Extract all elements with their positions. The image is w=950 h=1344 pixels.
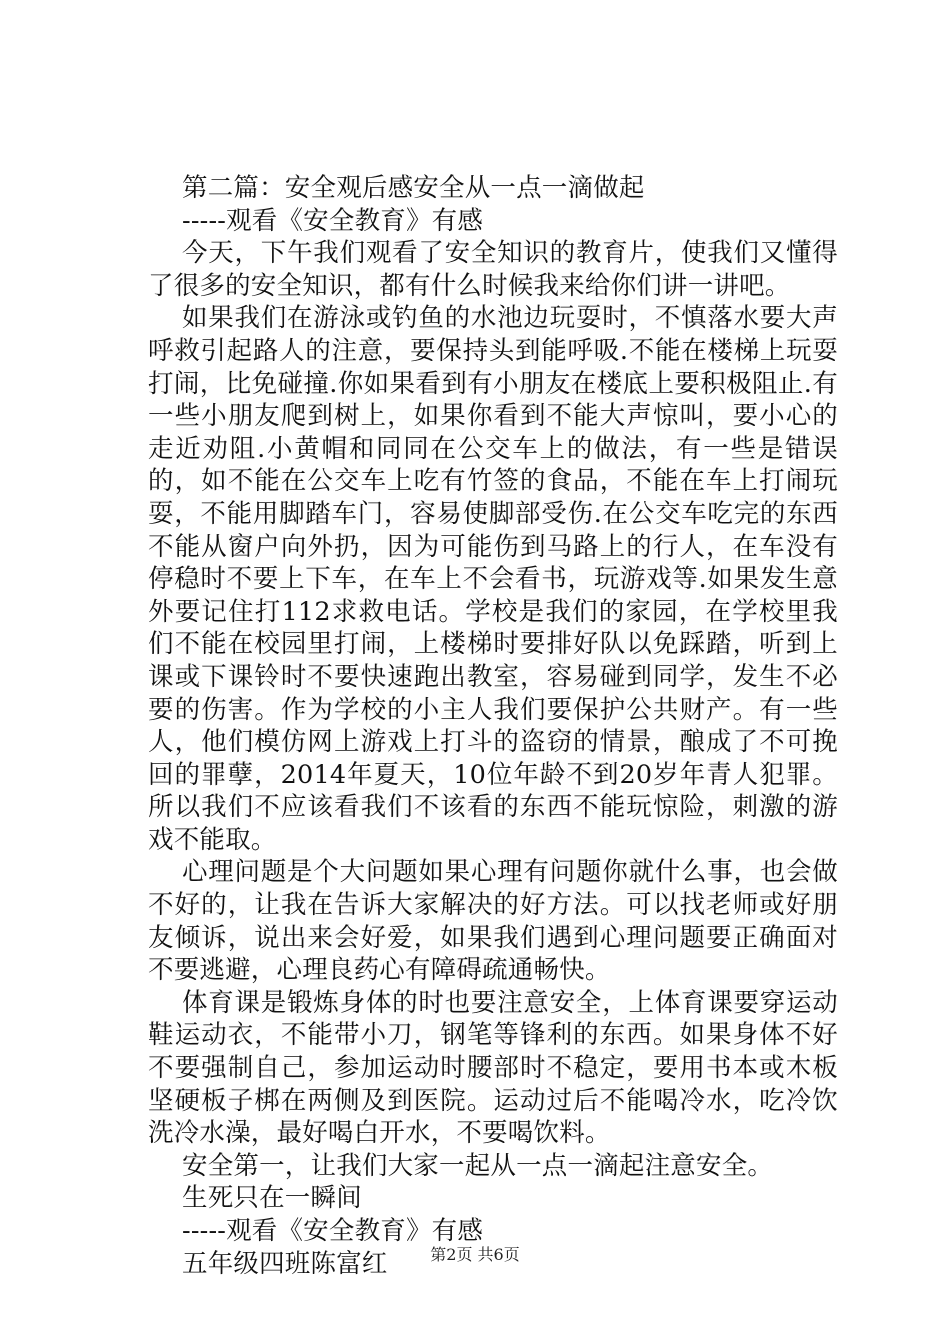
article-subtitle: -----观看《安全教育》有感 — [182, 205, 484, 236]
closing-line: 安全第一，让我们大家一起从一点一滴起注意安全。 — [182, 1150, 774, 1181]
paragraph-intro: 今天，下午我们观看了安全知识的教育片，使我们又懂得了很多的安全知识，都有什么时候我来给你们讲一讲吧。 — [148, 238, 838, 301]
author-line: 五年级四班陈富红 — [182, 1248, 388, 1279]
article-title: 第二篇：安全观后感安全从一点一滴做起 — [182, 173, 645, 203]
paragraph-pe-class: 体育课是锻炼身体的时也要注意安全，上体育课要穿运动鞋运动衣，不能带小刀，钢笔等锋利的东西。如果身体不好不要强制自己，参加运动时腰部时不稳定，要用书本或木板坚硬板子梆在两侧及到医院。运动过后不能喝冷水，吃冷饮洗冷水澡，最好喝白开水，不要喝饮料。 — [148, 987, 838, 1149]
next-article-title: 生死只在一瞬间 — [182, 1183, 362, 1214]
paragraph-mental-health: 心理问题是个大问题如果心理有问题你就什么事，也会做不好的，让我在告诉大家解决的好方法。可以找老师或好朋友倾诉，说出来会好爱，如果我们遇到心理问题要正确面对不要逃避，心理良药心有障碍疏通畅快。 — [148, 857, 838, 986]
paragraph-safety-rules: 如果我们在游泳或钓鱼的水池边玩耍时，不慎落水要大声呼救引起路人的注意，要保持头到能呼吸.不能在楼梯上玩耍打闹，比免碰撞.你如果看到有小朋友在楼底上要积极阻止.有一些小朋友爬到树上，如果你看到不能大声惊叫，要小心的走近劝阻.小黄帽和同同在公交车上的做法，有一些是错误的，如不能在公交车上吃有竹签的食品，不能在车上打闹玩耍，不能用脚踏车门，容易使脚部受伤.在公交车吃完的东西不能从窗户向外扔，因为可能伤到马路上的行人，在车没有停稳时不要上下车，在车上不会看书，玩游戏等.如果发生意外要记住打112求救电话。学校是我们的家园，在学校里我们不能在校园里打闹，上楼梯时要排好队以免踩踏，听到上课或下课铃时不要快速跑出教室，容易碰到同学，发生不必要的伤害。作为学校的小主人我们要保护公共财产。有一些人，他们模仿网上游戏上打斗的盗窃的情景，酿成了不可挽回的罪孽，2014年夏天，10位年龄不到20岁年青人犯罪。所以我们不应该看我们不该看的东西不能玩惊险，刺激的游戏不能取。 — [148, 303, 838, 855]
page-number: 第2页 共6页 — [430, 1245, 520, 1264]
document-body — [148, 172, 838, 1280]
next-article-subtitle: -----观看《安全教育》有感 — [182, 1216, 484, 1246]
